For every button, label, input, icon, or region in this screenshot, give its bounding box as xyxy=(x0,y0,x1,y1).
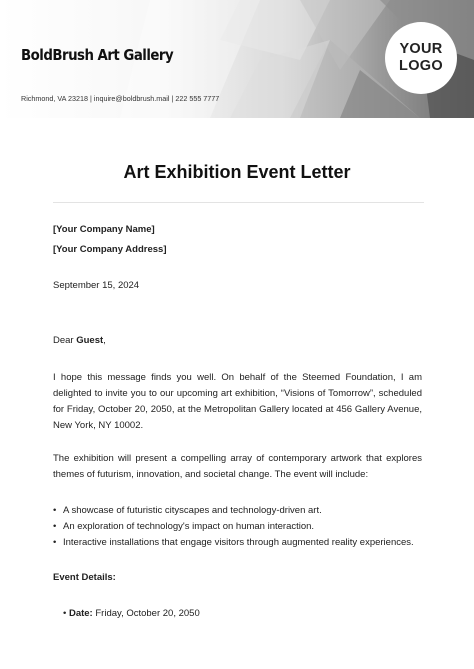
detail-value: Friday, October 20, 2050 xyxy=(92,608,200,619)
detail-label: Date: xyxy=(68,608,93,619)
logo-text: YOUR LOGO xyxy=(399,41,443,74)
salutation xyxy=(53,333,422,349)
letterhead xyxy=(0,0,474,118)
page-title: Art Exhibition Event Letter xyxy=(123,162,351,182)
letter-date: September 15, 2024 xyxy=(53,280,140,291)
company-address: [Your Company Address] xyxy=(53,244,167,255)
salutation-prefix: Dear xyxy=(53,335,77,346)
event-features-list xyxy=(53,503,422,551)
company-name: [Your Company Name] xyxy=(53,224,155,235)
list-item: • A showcase of futuristic cityscapes and technology-driven art. xyxy=(53,503,422,519)
intro-paragraph: I hope this message finds you well. On behalf of the Steemed Foundation, I am delighted to invite you to our upcoming art exhibition, “Visions of Tomorrow”, scheduled for Friday, October 20, 2050, at the Metropolitan Gallery located at 456 Gallery Avenue, New York, NY 10002. xyxy=(53,372,422,431)
gallery-name: BoldBrush Art Gallery xyxy=(21,46,174,64)
bullet-icon: • xyxy=(53,521,57,532)
bullet-icon: • xyxy=(53,537,57,548)
salutation-suffix: , xyxy=(103,335,106,346)
recipient-name: Guest xyxy=(76,335,104,346)
description-paragraph: The exhibition will present a compelling array of contemporary artwork that explores themes of futurism, innovation, and societal change. The event will include: xyxy=(53,453,422,480)
event-detail-date xyxy=(63,606,200,622)
contact-line: Richmond, VA 23218 | inquire@boldbrush.mail | 222 555 7777 xyxy=(21,94,220,103)
list-item: • Interactive installations that engage visitors through augmented reality experiences. xyxy=(53,535,422,551)
event-details-heading: Event Details: xyxy=(53,572,116,583)
logo-placeholder xyxy=(385,22,457,94)
bullet-icon: • xyxy=(63,608,67,619)
title-divider xyxy=(53,202,424,203)
bullet-icon: • xyxy=(53,505,57,516)
list-item: • An exploration of technology's impact on human interaction. xyxy=(53,519,422,535)
